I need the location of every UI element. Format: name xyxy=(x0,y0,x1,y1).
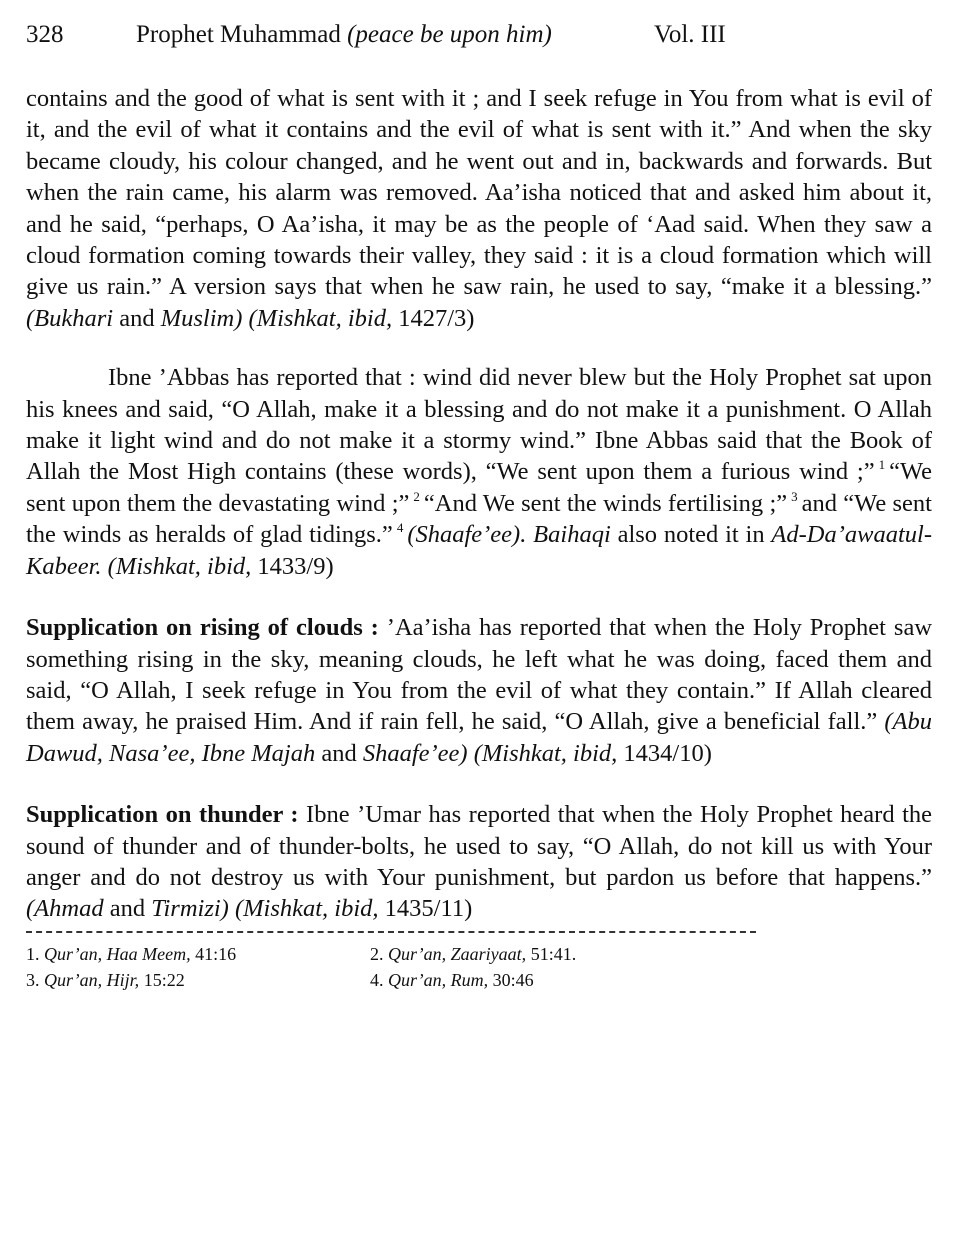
footnote-source: Qur’an, Haa Meem, xyxy=(44,943,191,964)
section-heading-thunder: Supplication on thunder : xyxy=(26,801,299,829)
p1-citation-1: (Bukhari xyxy=(26,304,114,332)
footnote-number: 1. xyxy=(26,943,40,964)
footnotes xyxy=(26,941,932,997)
footnote-number: 2. xyxy=(370,943,384,964)
footnote-3 xyxy=(26,967,185,993)
footnote-ref: 15:22 xyxy=(139,969,185,990)
p4-text-2: and xyxy=(103,895,152,923)
p3-text-2: and xyxy=(315,739,363,767)
running-title xyxy=(136,18,552,52)
running-title-italic: (peace be upon him) xyxy=(347,21,552,48)
volume-label: Vol. III xyxy=(654,21,726,48)
footnote-ref: 41:16 xyxy=(190,943,237,964)
footnote-source: Qur’an, Hijr, xyxy=(44,969,140,990)
footnote-separator xyxy=(26,931,756,933)
footnote-1 xyxy=(26,941,236,967)
p2-text-1: Ibne ’Abbas has reported that : wind did never blew but the Holy Prophet sat upon his knees and said, “O Allah, make it a blessing and do not make it a punishment. O Allah make it light wind and do not make it a stormy wind.” Ibne Abbas said that the Book of Allah the Most High contains (these words), “We sent upon them a furious wind ;” xyxy=(26,364,932,486)
p3-text-1: ’Aa’isha has reported that when the Holy Prophet saw something rising in the sky, meaning clouds, he left what he was doing, faced them and said, “O Allah, I seek refuge in You from the evil of what they contain.” If Allah cleared them away, he praised Him. And if rain fell, he said, “O Allah, give a beneficial fall.” xyxy=(26,614,933,736)
p1-text-1: contains and the good of what is sent with it ; and I seek refuge in You from what is evil of it, and the evil of what it contains and the evil of what is sent with it.” And when the sky became cloudy, his colour changed, and he went out and in, backwards and forwards. But when the rain came, his alarm was removed. Aa’isha noticed that and asked him about it, and he said, “perhaps, O Aa’isha, it may be as the people of ‘Aad said. When they saw a cloud formation coming towards their valley, they said : it is a cloud formation which will give us rain.” A version says that when he saw rain, he used to say, “make it a blessing.” xyxy=(26,85,932,301)
p2-text-2: “We sent upon them the devastating wind ;” xyxy=(26,458,932,517)
footnote-ref: 51:41. xyxy=(526,943,577,964)
p3-citation-1: (Abu Dawud, Nasa’ee, Ibne Majah xyxy=(26,708,932,767)
p3-citation-3: (Mishkat, ibid, xyxy=(473,739,618,767)
p2-citation-4: (Mishkat, ibid, xyxy=(107,552,252,580)
footnote-2 xyxy=(370,941,576,967)
p1-citation-3: (Mishkat, ibid, xyxy=(248,304,393,332)
footnote-number: 3. xyxy=(26,969,40,990)
footnote-marker-4[interactable]: 4 xyxy=(396,520,404,536)
paragraph-4 xyxy=(26,799,932,925)
p2-reference: 1433/9) xyxy=(251,552,334,580)
footnote-ref: 30:46 xyxy=(488,969,534,990)
footnote-number: 4. xyxy=(370,969,384,990)
p2-citation-1: (Shaafe’ee). xyxy=(407,521,527,549)
p4-citation-2: Tirmizi) xyxy=(151,895,229,923)
paragraph-2 xyxy=(26,362,932,582)
footnote-4 xyxy=(370,967,534,993)
document-page xyxy=(26,18,932,997)
p2-citation-3: Ad-Da’awaatul-Kabeer. xyxy=(26,521,933,580)
p2-text-4: and “We sent the winds as heralds of glad tidings.” xyxy=(26,489,932,549)
p4-text-1: Ibne ’Umar has reported that when the Holy Prophet heard the sound of thunder and of thunder-bolts, he used to say, “O Allah, do not kill us with Your anger and do not destroy us with Your punishment, but pardon us before that happens.” xyxy=(26,801,932,891)
page-number: 328 xyxy=(26,21,64,48)
p1-citation-2: Muslim) xyxy=(160,304,243,332)
paragraph-3 xyxy=(26,612,932,769)
footnote-source: Qur’an, Rum, xyxy=(388,969,489,990)
p3-reference: 1434/10) xyxy=(617,739,712,767)
footnote-marker-2[interactable]: 2 xyxy=(413,488,420,504)
page-header xyxy=(26,18,932,52)
section-heading-clouds: Supplication on rising of clouds : xyxy=(26,614,379,642)
p1-reference: 1427/3) xyxy=(392,304,475,332)
p4-citation-1: (Ahmad xyxy=(26,895,104,923)
p4-citation-3: (Mishkat, ibid, xyxy=(234,895,379,923)
p4-reference: 1435/11) xyxy=(378,895,473,923)
p2-text-6: also noted it in xyxy=(610,521,772,549)
footnote-source: Qur’an, Zaariyaat, xyxy=(388,943,527,964)
running-title-text: Prophet Muhammad xyxy=(136,21,341,48)
footnote-marker-3[interactable]: 3 xyxy=(791,488,798,504)
p2-text-3: “And We sent the winds fertilising ;” xyxy=(423,489,788,517)
p3-citation-2: Shaafe’ee) xyxy=(362,739,468,767)
footnote-marker-1[interactable]: 1 xyxy=(878,457,886,473)
p2-citation-2: Baihaqi xyxy=(533,521,611,549)
p1-text-2: and xyxy=(113,304,161,332)
paragraph-1 xyxy=(26,83,932,334)
